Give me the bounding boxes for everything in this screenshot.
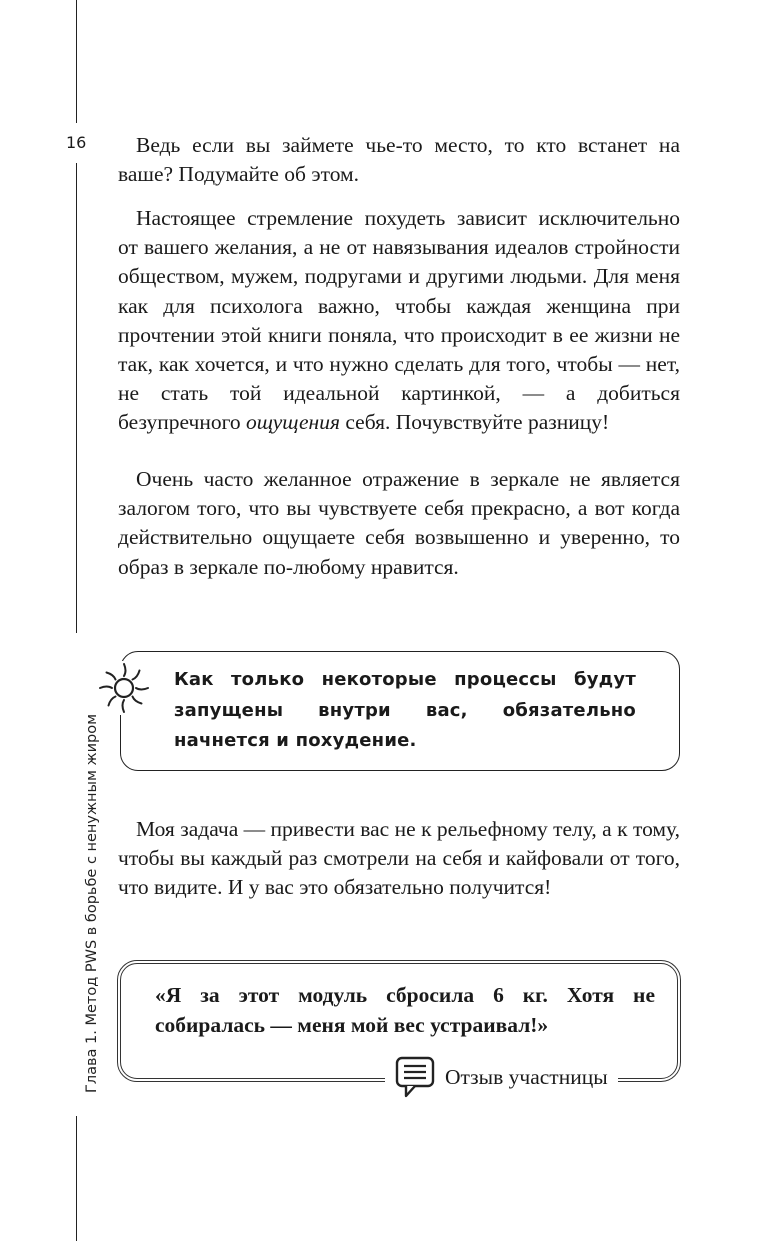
paragraph-2-text-start: Настоящее стремление похудеть зависит исключительно от вашего желания, а не от навязывания идеалов стройности обществом, мужем, подругами и другими людьми. Для меня как для психолога важно, чтобы каждая женщина при прочтении этой книги поняла, что происходит в ее жизни не так, как хочется, и что нужно сделать для того, чтобы — нет, не стать той идеальной картинкой, — а добиться безупречного [118, 206, 680, 435]
running-head: Глава 1. Метод PWS в борьбе с ненужным жиром [84, 713, 100, 1093]
margin-rule-top [76, 0, 77, 123]
callout-text: Как только некоторые процессы будут запущены внутри вас, обязательно начнется и похудение. [174, 669, 636, 751]
testimonial-label: Отзыв участницы [445, 1064, 608, 1089]
paragraph-2-text-end: себя. Почувствуйте разницу! [339, 410, 610, 435]
body-paragraph-2 [118, 204, 680, 438]
body-paragraph-1: Ведь если вы займете чье-то место, то кто встанет на ваше? Подумайте об этом. [118, 133, 680, 187]
testimonial-attribution [385, 1055, 618, 1099]
page-number: 16 [66, 133, 87, 152]
paragraph-2-emphasis: ощущения [246, 410, 340, 435]
margin-rule-middle [76, 163, 77, 633]
body-paragraph-4: Моя задача — привести вас не к рельефному телу, а к тому, чтобы вы каждый раз смотрели на себя и кайфовали от того, что видите. И у вас это обязательно получится! [118, 817, 680, 900]
margin-rule-bottom [76, 1116, 77, 1241]
chat-bubble-icon [395, 1056, 435, 1098]
sun-icon [97, 661, 151, 715]
testimonial-quote: «Я за этот модуль сбросила 6 кг. Хотя не собиралась — меня мой вес устраивал!» [155, 983, 655, 1037]
body-paragraph-3: Очень часто желанное отражение в зеркале не является залогом того, что вы чувствуете себя прекрасно, а вот когда действительно ощущаете себя возвышенно и уверенно, то образ в зеркале по-любому нравится. [118, 467, 680, 579]
